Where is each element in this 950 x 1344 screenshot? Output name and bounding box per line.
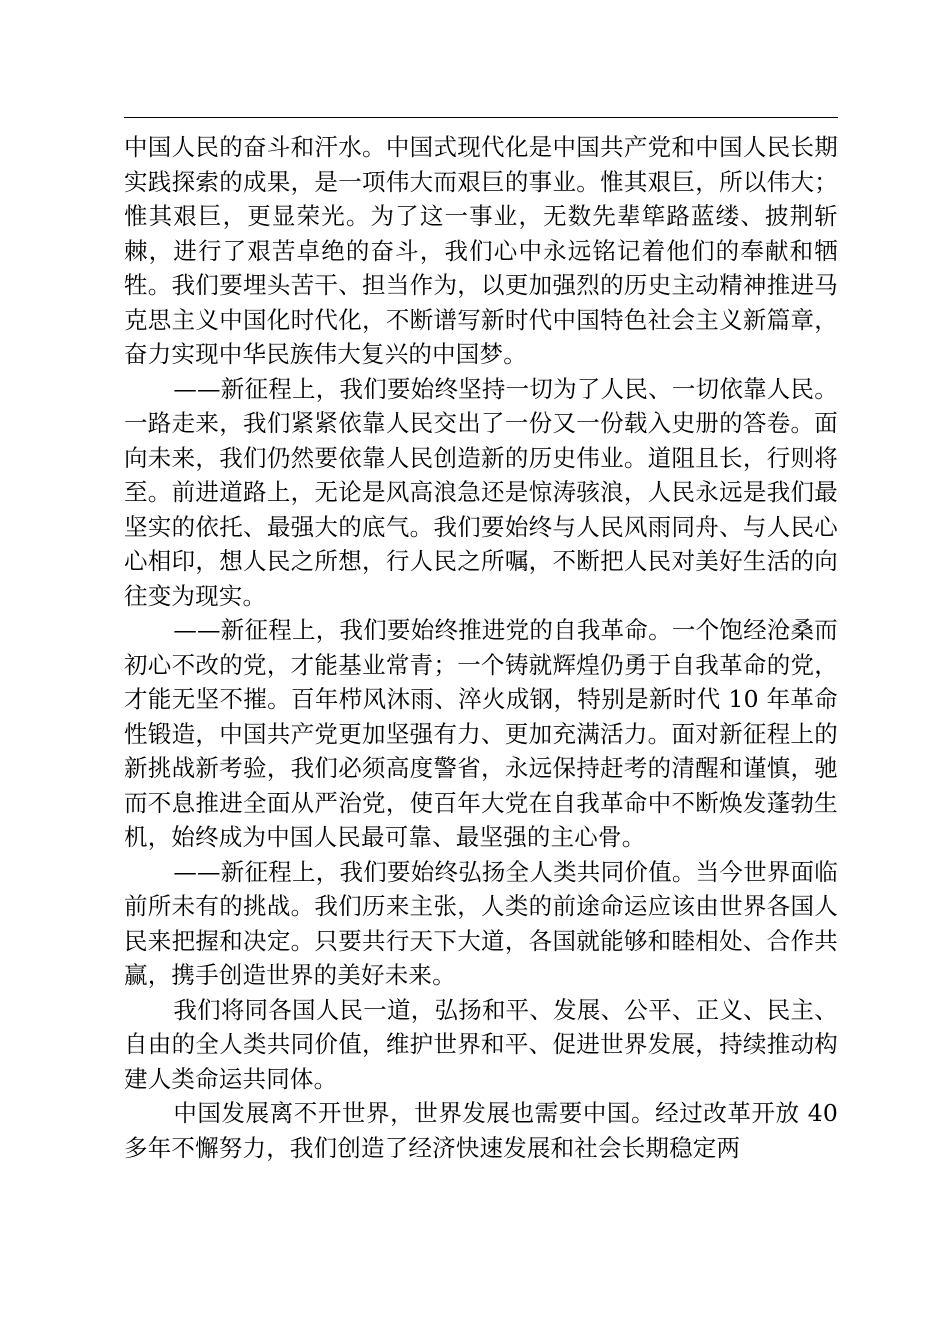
header-rule: [124, 117, 838, 118]
document-body: [124, 130, 838, 1165]
paragraph-with-all-peoples: 我们将同各国人民一道，弘扬和平、发展、公平、正义、民主、自由的全人类共同价值，维护世界和平、促进世界发展，持续推动构建人类命运共同体。: [124, 995, 838, 1093]
paragraph-common-values: ——新征程上，我们要始终弘扬全人类共同价值。当今世界面临前所未有的挑战。我们历来主张，人类的前途命运应该由世界各国人民来把握和决定。只要共行天下大道，各国就能够和睦相处、合作共赢，携手创造世界的美好未来。: [124, 857, 838, 989]
paragraph-people: ——新征程上，我们要始终坚持一切为了人民、一切依靠人民。一路走来，我们紧紧依靠人民交出了一份又一份载入史册的答卷。面向未来，我们仍然要依靠人民创造新的历史伟业。道阻且长，行则将至。前进道路上，无论是风高浪急还是惊涛骇浪，人民永远是我们最坚实的依托、最强大的底气。我们要始终与人民风雨同舟、与人民心心相印，想人民之所想，行人民之所嘱，不断把人民对美好生活的向往变为现实。: [124, 374, 838, 610]
paragraph-self-revolution: ——新征程上，我们要始终推进党的自我革命。一个饱经沧桑而初心不改的党，才能基业常青；一个铸就辉煌仍勇于自我革命的党，才能无坚不摧。百年栉风沐雨、淬火成钢，特别是新时代 10 年革命性锻造，中国共产党更加坚强有力、更加充满活力。面对新征程上的新挑战新考验，我们必须高度警省，永远保持赶考的清醒和谨慎，驰而不息推进全面从严治党，使百年大党在自我革命中不断焕发蓬勃生机，始终成为中国人民最可靠、最坚强的主心骨。: [124, 616, 838, 851]
paragraph-china-and-world: 中国发展离不开世界，世界发展也需要中国。经过改革开放 40 多年不懈努力，我们创造了经济快速发展和社会长期稳定两: [124, 1099, 838, 1162]
paragraph-continued: 中国人民的奋斗和汗水。中国式现代化是中国共产党和中国人民长期实践探索的成果，是一项伟大而艰巨的事业。惟其艰巨，所以伟大；惟其艰巨，更显荣光。为了这一事业，无数先辈筚路蓝缕、披荆斩棘，进行了艰苦卓绝的奋斗，我们心中永远铭记着他们的奉献和牺牲。我们要埋头苦干、担当作为，以更加强烈的历史主动精神推进马克思主义中国化时代化，不断谱写新时代中国特色社会主义新篇章，奋力实现中华民族伟大复兴的中国梦。: [124, 133, 838, 368]
